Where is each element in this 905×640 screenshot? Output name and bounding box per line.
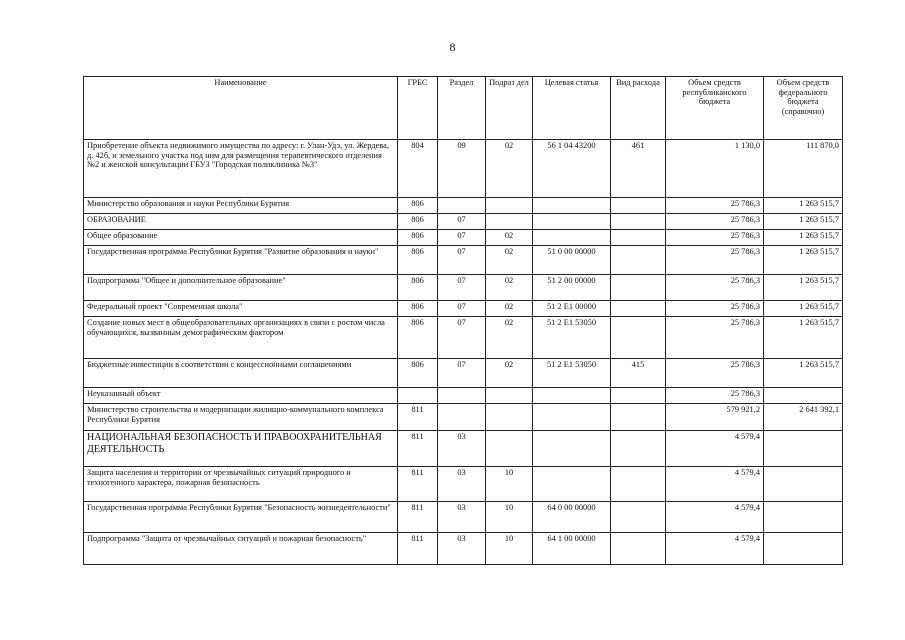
cell-name: Неуказанный объект — [84, 388, 398, 404]
cell-subsection: 10 — [486, 533, 533, 565]
cell-federal — [764, 467, 843, 502]
cell-republic: 4 579,4 — [666, 502, 764, 533]
cell-expense-type — [611, 388, 666, 404]
cell-republic: 4 579,4 — [666, 431, 764, 467]
cell-federal: 1 263 515,7 — [764, 275, 843, 301]
cell-section: 07 — [438, 246, 486, 275]
cell-expense-type — [611, 533, 666, 565]
cell-subsection: 02 — [486, 359, 533, 388]
cell-grbs: 806 — [398, 317, 438, 359]
cell-federal — [764, 502, 843, 533]
cell-target: 64 0 00 00000 — [533, 502, 611, 533]
cell-grbs: 806 — [398, 198, 438, 214]
table-row — [84, 198, 843, 214]
cell-section: 03 — [438, 431, 486, 467]
cell-grbs: 806 — [398, 230, 438, 246]
cell-name: НАЦИОНАЛЬНАЯ БЕЗОПАСНОСТЬ И ПРАВООХРАНИТЕЛЬНАЯ ДЕЯТЕЛЬНОСТЬ — [84, 431, 398, 467]
cell-republic: 25 786,3 — [666, 246, 764, 275]
cell-grbs: 806 — [398, 275, 438, 301]
cell-expense-type — [611, 467, 666, 502]
header-grbs: ГРБС — [398, 77, 438, 140]
cell-republic: 579 921,2 — [666, 404, 764, 431]
header-section: Раздел — [438, 77, 486, 140]
table-row — [84, 317, 843, 359]
table-row — [84, 359, 843, 388]
cell-expense-type — [611, 404, 666, 431]
cell-section: 07 — [438, 301, 486, 317]
cell-expense-type — [611, 275, 666, 301]
cell-federal: 1 263 515,7 — [764, 230, 843, 246]
cell-grbs: 806 — [398, 301, 438, 317]
cell-section: 07 — [438, 359, 486, 388]
cell-section: 03 — [438, 502, 486, 533]
cell-grbs — [398, 388, 438, 404]
cell-republic: 25 786,3 — [666, 301, 764, 317]
cell-name: Подпрограмма "Защита от чрезвычайных ситуаций и пожарная безопасность" — [84, 533, 398, 565]
cell-name: Подпрограмма "Общее и дополнительное образование" — [84, 275, 398, 301]
cell-target — [533, 230, 611, 246]
cell-grbs: 811 — [398, 431, 438, 467]
cell-name: Федеральный проект "Современная школа" — [84, 301, 398, 317]
cell-name: Государственная программа Республики Бурятия "Развитие образования и науки" — [84, 246, 398, 275]
cell-target: 64 1 00 00000 — [533, 533, 611, 565]
cell-section: 07 — [438, 230, 486, 246]
cell-expense-type — [611, 317, 666, 359]
cell-federal: 1 263 515,7 — [764, 246, 843, 275]
cell-target: 51 0 00 00000 — [533, 246, 611, 275]
table-row — [84, 533, 843, 565]
cell-section: 09 — [438, 140, 486, 198]
cell-republic: 25 786,3 — [666, 317, 764, 359]
cell-expense-type — [611, 431, 666, 467]
table-row — [84, 230, 843, 246]
header-expense-type: Вид расхода — [611, 77, 666, 140]
cell-section: 07 — [438, 317, 486, 359]
cell-section: 07 — [438, 214, 486, 230]
cell-republic: 25 786,3 — [666, 230, 764, 246]
cell-subsection: 02 — [486, 230, 533, 246]
table-row — [84, 246, 843, 275]
cell-grbs: 806 — [398, 359, 438, 388]
cell-federal: 1 263 515,7 — [764, 214, 843, 230]
cell-federal: 1 263 515,7 — [764, 301, 843, 317]
cell-name: Защита населения и территории от чрезвычайных ситуаций природного и техногенного характера, пожарная безопасность — [84, 467, 398, 502]
cell-federal: 1 263 515,7 — [764, 198, 843, 214]
header-row — [84, 77, 843, 140]
table-row — [84, 467, 843, 502]
cell-federal: 111 870,0 — [764, 140, 843, 198]
cell-subsection: 02 — [486, 275, 533, 301]
table-row — [84, 140, 843, 198]
cell-republic: 25 786,3 — [666, 388, 764, 404]
cell-section — [438, 404, 486, 431]
cell-expense-type — [611, 502, 666, 533]
cell-republic: 25 786,3 — [666, 275, 764, 301]
cell-subsection: 02 — [486, 246, 533, 275]
cell-name: Общее образование — [84, 230, 398, 246]
cell-federal: 1 263 515,7 — [764, 317, 843, 359]
cell-federal — [764, 388, 843, 404]
cell-target: 51 2 E1 53050 — [533, 317, 611, 359]
header-subsection: Подраз дел — [486, 77, 533, 140]
cell-republic: 4 579,4 — [666, 467, 764, 502]
cell-grbs: 811 — [398, 502, 438, 533]
cell-republic: 25 786,3 — [666, 359, 764, 388]
cell-republic: 25 786,3 — [666, 198, 764, 214]
cell-republic: 4 579,4 — [666, 533, 764, 565]
cell-section — [438, 198, 486, 214]
table-row — [84, 404, 843, 431]
header-target: Целевая статья — [533, 77, 611, 140]
cell-grbs: 806 — [398, 214, 438, 230]
cell-grbs: 804 — [398, 140, 438, 198]
cell-section: 03 — [438, 467, 486, 502]
cell-target — [533, 431, 611, 467]
cell-target: 51 2 E1 00000 — [533, 301, 611, 317]
cell-name: Министерство строительства и модернизации жилищно-коммунального комплекса Республики Бурятия — [84, 404, 398, 431]
cell-expense-type — [611, 214, 666, 230]
cell-subsection — [486, 198, 533, 214]
cell-subsection — [486, 388, 533, 404]
cell-expense-type: 415 — [611, 359, 666, 388]
cell-subsection — [486, 404, 533, 431]
cell-subsection — [486, 431, 533, 467]
cell-federal: 2 641 392,1 — [764, 404, 843, 431]
cell-expense-type — [611, 301, 666, 317]
cell-target: 51 2 E1 53050 — [533, 359, 611, 388]
cell-target — [533, 467, 611, 502]
cell-republic: 1 130,0 — [666, 140, 764, 198]
cell-expense-type: 461 — [611, 140, 666, 198]
cell-name: Создание новых мест в общеобразовательных организациях в связи с ростом числа обучающихся, вызванным демографическим фактором — [84, 317, 398, 359]
cell-expense-type — [611, 230, 666, 246]
cell-grbs: 811 — [398, 533, 438, 565]
cell-section: 03 — [438, 533, 486, 565]
cell-section: 07 — [438, 275, 486, 301]
table-row — [84, 502, 843, 533]
table-row — [84, 275, 843, 301]
page-number: 8 — [449, 40, 456, 54]
cell-subsection — [486, 214, 533, 230]
cell-target — [533, 214, 611, 230]
cell-federal — [764, 431, 843, 467]
cell-section — [438, 388, 486, 404]
table-row — [84, 431, 843, 467]
cell-subsection: 02 — [486, 301, 533, 317]
cell-subsection: 10 — [486, 502, 533, 533]
cell-grbs: 811 — [398, 404, 438, 431]
cell-republic: 25 786,3 — [666, 214, 764, 230]
cell-subsection: 10 — [486, 467, 533, 502]
cell-name: Приобретение объекта недвижимого имущества по адресу: г. Улан-Удэ, ул. Жердева, д. 42б, и земельного участка под ним для размещения терапевтического отделения №2 и женской консультации ГБУЗ "Городская поликлиника №3" — [84, 140, 398, 198]
cell-name: Государственная программа Республики Бурятия "Безопасность жизнедеятельности" — [84, 502, 398, 533]
cell-name: Бюджетные инвестиции в соответствии с концессионными соглашениями — [84, 359, 398, 388]
cell-grbs: 811 — [398, 467, 438, 502]
cell-subsection: 02 — [486, 140, 533, 198]
header-republic: Объем средств республиканского бюджета — [666, 77, 764, 140]
table-row — [84, 388, 843, 404]
cell-target: 56 1 04 43200 — [533, 140, 611, 198]
cell-federal: 1 263 515,7 — [764, 359, 843, 388]
cell-target — [533, 404, 611, 431]
budget-table — [83, 76, 843, 565]
cell-target — [533, 198, 611, 214]
header-name: Наименование — [84, 77, 398, 140]
cell-subsection: 02 — [486, 317, 533, 359]
cell-target — [533, 388, 611, 404]
cell-expense-type — [611, 198, 666, 214]
cell-name: Министерство образования и науки Республики Бурятия — [84, 198, 398, 214]
header-federal: Объем средств федерального бюджета (справочно) — [764, 77, 843, 140]
cell-grbs: 806 — [398, 246, 438, 275]
cell-federal — [764, 533, 843, 565]
cell-expense-type — [611, 246, 666, 275]
table-row — [84, 301, 843, 317]
cell-target: 51 2 00 00000 — [533, 275, 611, 301]
cell-name: ОБРАЗОВАНИЕ — [84, 214, 398, 230]
table-row — [84, 214, 843, 230]
